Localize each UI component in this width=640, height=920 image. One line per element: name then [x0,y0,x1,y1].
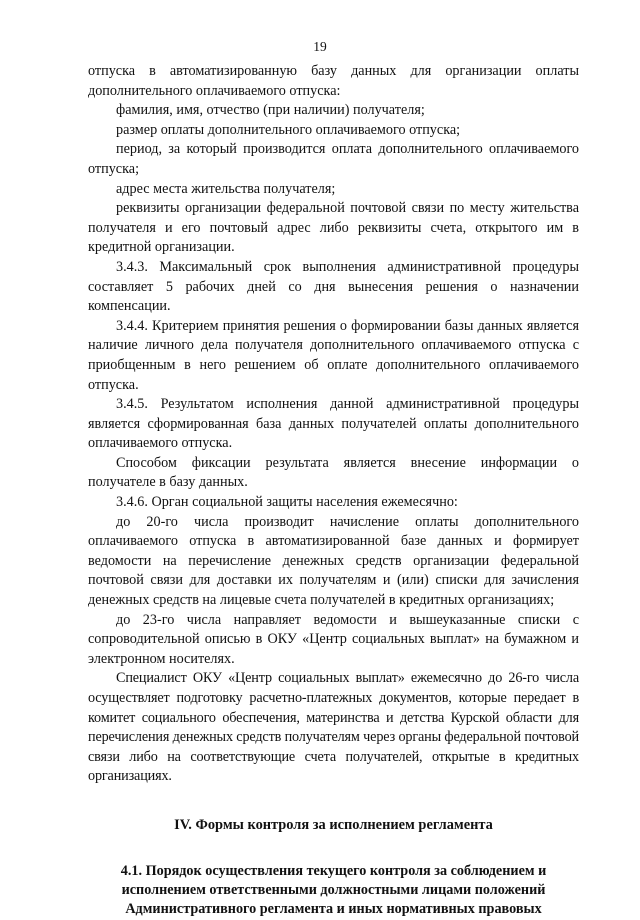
subsection-heading: 4.1. Порядок осуществления текущего контроля за соблюдением и исполнением ответственными должностными лицами положений Административного регламента и иных нормативных правовых [120,862,547,918]
paragraph: до 23-го числа направляет ведомости и вышеуказанные списки с сопроводительной описью в ОКУ «Центр социальных выплат» на бумажном и электронном носителях. [88,611,579,667]
page-number: 19 [313,39,327,54]
paragraph: реквизиты организации федеральной почтовой связи по месту жительства получателя и его почтовый адрес либо реквизиты счета, открытого им в кредитной организации. [88,200,579,256]
paragraph: период, за который производится оплата дополнительного оплачиваемого отпуска; [88,141,579,177]
section-heading: IV. Формы контроля за исполнением регламента [174,816,493,833]
paragraph: отпуска в автоматизированную базу данных для организации оплаты дополнительного оплачиваемого отпуска: [88,63,579,99]
paragraph: адрес места жительства получателя; [116,180,336,197]
paragraph: фамилия, имя, отчество (при наличии) получателя; [116,102,425,119]
paragraph: размер оплаты дополнительного оплачиваемого отпуска; [116,121,461,138]
paragraph: 3.4.4. Критерием принятия решения о формировании базы данных является наличие личного дела получателя дополнительного оплачиваемого отпуска с приобщенным в него решением об оплате дополнительного оплачиваемого отпуска. [88,317,579,393]
paragraph: 3.4.3. Максимальный срок выполнения административной процедуры составляет 5 рабочих дней со дня вынесения решения о назначении компенсации. [88,258,579,315]
paragraph: 3.4.5. Результатом исполнения данной административной процедуры является сформированная база данных получателей оплаты дополнительного оплачиваемого отпуска. [88,396,579,452]
paragraph: Способом фиксации результата является внесение информации о получателе в базу данных. [88,454,579,491]
document-body [88,62,579,920]
paragraph: до 20-го числа производит начисление оплаты дополнительного оплачиваемого отпуска в автоматизированной базе данных и формирует ведомости на перечисление денежных средств организации федеральной почтовой связи для доставки их получателям и (или) списки для зачисления денежных средств на лицевые счета получателей в кредитных организациях; [88,513,579,609]
paragraph: Специалист ОКУ «Центр социальных выплат» ежемесячно до 26-го числа осуществляет подготовку расчетно-платежных документов, которые передает в комитет социального обеспечения, материнства и детства Курской области для перечисления денежных средств получателям через органы федеральной почтовой связи либо на соответствующие счета получателей, открытые в кредитных организациях. [88,670,579,785]
paragraph: 3.4.6. Орган социальной защиты населения ежемесячно: [116,494,458,511]
